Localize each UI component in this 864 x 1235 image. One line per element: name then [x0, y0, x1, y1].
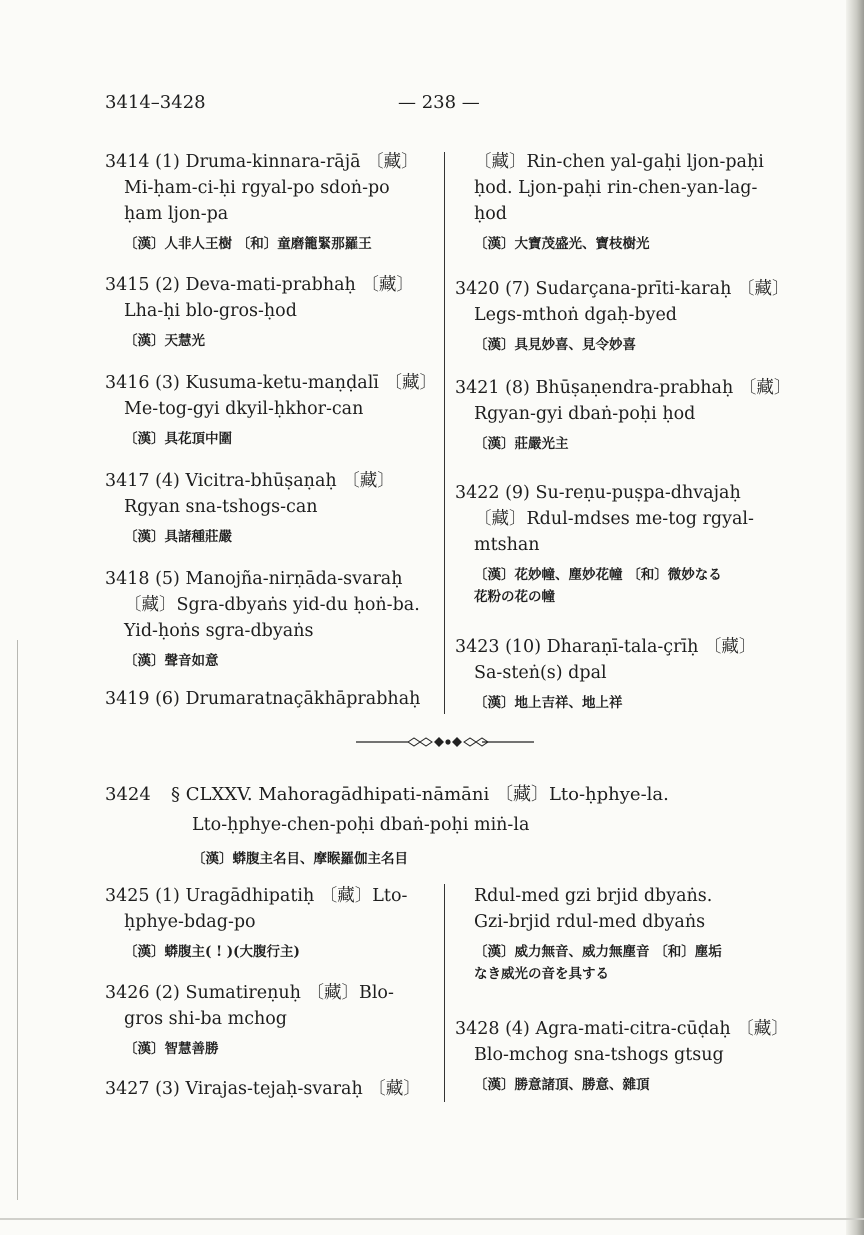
entry-line: Me-tog-gyi dkyil-ḥkhor-can — [124, 399, 364, 419]
entry-line: Yid-ḥoṅs sgra-dbyaṅs — [124, 621, 314, 641]
entry-line: Lha-ḥi blo-gros-ḥod — [124, 301, 297, 321]
scan-margin-line — [17, 640, 18, 1200]
entry-line: 3428 (4) Agra-mati-citra-cūḍaḥ 〔藏〕 — [455, 1019, 789, 1039]
entry-line: ḥod. Ljon-paḥi rin-chen-yan-lag- — [474, 178, 758, 198]
entry-line: 3427 (3) Virajas-tejaḥ-svaraḥ 〔藏〕 — [105, 1079, 421, 1099]
entry-line: gros shi-ba mchog — [124, 1009, 288, 1029]
entry-3415 — [105, 272, 414, 352]
section-entry-number: 3424 — [105, 784, 151, 805]
entry-3419-cont — [455, 149, 764, 255]
book-spine-edge — [846, 0, 864, 1235]
entry-line: Legs-mthoṅ dgaḥ-byed — [474, 305, 678, 325]
entry-line: ḥam ljon-pa — [124, 204, 229, 224]
entry-3428 — [455, 1016, 789, 1096]
entry-gloss: 〔漢〕勝意諸頂、勝意、雜頂 — [474, 1077, 650, 1093]
entry-line: Blo-mchog sna-tshogs gtsug — [474, 1045, 724, 1065]
column-divider — [444, 152, 445, 714]
entry-3423 — [455, 634, 756, 714]
entry-gloss: 〔漢〕具見妙喜、見令妙喜 — [474, 337, 636, 353]
entry-gloss: 〔漢〕具花頂中圍 — [124, 431, 232, 447]
section-title-continued: Lto-ḥphye-chen-poḥi dbaṅ-poḥi miṅ-la — [192, 815, 530, 835]
scan-bottom-edge — [0, 1218, 864, 1220]
entry-line: Rgyan sna-tshogs-can — [124, 497, 318, 517]
entry-gloss: 〔漢〕地上吉祥、地上祥 — [474, 695, 623, 711]
entry-gloss: 〔漢〕智慧善勝 — [124, 1041, 219, 1057]
entry-gloss: 〔漢〕大寶茂盛光、寶枝樹光 — [474, 236, 650, 252]
entry-3417 — [105, 468, 395, 548]
entry-3427 — [105, 1076, 421, 1102]
entry-gloss: 〔漢〕天慧光 — [124, 333, 205, 349]
ornament-divider — [356, 733, 534, 751]
entry-line: mtshan — [474, 535, 540, 555]
entry-line: 3415 (2) Deva-mati-prabhaḥ 〔藏〕 — [105, 275, 414, 295]
page-number: — 238 — — [398, 92, 480, 113]
entry-3427-cont — [455, 883, 722, 985]
entry-line: 3426 (2) Sumatireṇuḥ 〔藏〕Blo- — [105, 983, 394, 1003]
entry-line: Sa-steṅ(s) dpal — [474, 663, 607, 683]
entry-gloss: 〔漢〕具諸種莊嚴 — [124, 529, 232, 545]
entry-3422 — [455, 480, 754, 608]
entry-3420 — [455, 276, 789, 356]
section-gloss: 〔漢〕蟒腹主名目、摩睺羅伽主名目 — [192, 851, 408, 867]
entry-line: 〔藏〕Rdul-mdses me-tog rgyal- — [474, 509, 754, 529]
entry-gloss: なき威光の音を具する — [474, 966, 609, 982]
entry-gloss: 〔漢〕蟒腹主( ! )(大腹行主) — [124, 944, 300, 960]
section-title: § CLXXV. Mahoragādhipati-nāmāni 〔藏〕Lto-ḥphye-la. — [171, 784, 669, 805]
entry-line: Rdul-med gzi brjid dbyaṅs. — [474, 886, 713, 906]
entry-gloss: 花粉の花の幢 — [474, 589, 555, 605]
entry-line: Rgyan-gyi dbaṅ-poḥi ḥod — [474, 404, 696, 424]
column-divider — [444, 884, 445, 1102]
entry-gloss: 〔漢〕人非人王樹 〔和〕童磨籠緊那羅王 — [124, 236, 372, 252]
entry-3425 — [105, 883, 407, 963]
entry-line: 〔藏〕Rin-chen yal-gaḥi ljon-paḥi — [474, 152, 764, 172]
entry-line: 3423 (10) Dharaṇī-tala-çrīḥ 〔藏〕 — [455, 637, 757, 657]
entry-line: 3420 (7) Sudarçana-prīti-karaḥ 〔藏〕 — [455, 279, 790, 299]
entry-3416 — [105, 370, 437, 450]
entry-line: 3422 (9) Su-reṇu-puṣpa-dhvajaḥ — [455, 483, 741, 503]
entry-line: 3418 (5) Manojña-nirṇāda-svaraḥ — [105, 569, 403, 589]
entry-3418 — [105, 566, 420, 672]
entry-3426 — [105, 980, 394, 1060]
entry-line: 3421 (8) Bhūṣaṇendra-prabhaḥ 〔藏〕 — [455, 378, 792, 398]
entry-line: 3419 (6) Drumaratnaçākhāprabhaḥ — [105, 689, 421, 709]
entry-line: 3416 (3) Kusuma-ketu-maṇḍalī 〔藏〕 — [105, 373, 437, 393]
entry-line: 3417 (4) Vicitra-bhūṣaṇaḥ 〔藏〕 — [105, 471, 395, 491]
entry-range-header: 3414–3428 — [105, 92, 206, 113]
entry-gloss: 〔漢〕威力無音、威力無塵音 〔和〕塵垢 — [474, 944, 722, 960]
entry-line: 〔藏〕Sgra-dbyaṅs yid-du ḥoṅ-ba. — [124, 595, 420, 615]
entry-line: ḥod — [474, 204, 508, 224]
entry-line: 3425 (1) Uragādhipatiḥ 〔藏〕Lto- — [105, 886, 408, 906]
entry-line: Gzi-brjid rdul-med dbyaṅs — [474, 912, 706, 932]
entry-line: Mi-ḥam-ci-ḥi rgyal-po sdoṅ-po — [124, 178, 390, 198]
entry-line: ḥphye-bdag-po — [124, 912, 256, 932]
entry-gloss: 〔漢〕莊嚴光主 — [474, 436, 569, 452]
entry-gloss: 〔漢〕花妙幢、塵妙花幢 〔和〕微妙なる — [474, 567, 722, 583]
section-heading — [105, 781, 669, 808]
entry-3414 — [105, 149, 419, 255]
entry-gloss: 〔漢〕聲音如意 — [124, 653, 219, 669]
entry-line: 3414 (1) Druma-kinnara-rājā 〔藏〕 — [105, 152, 419, 172]
entry-3421 — [455, 375, 791, 455]
entry-3419 — [105, 686, 420, 712]
